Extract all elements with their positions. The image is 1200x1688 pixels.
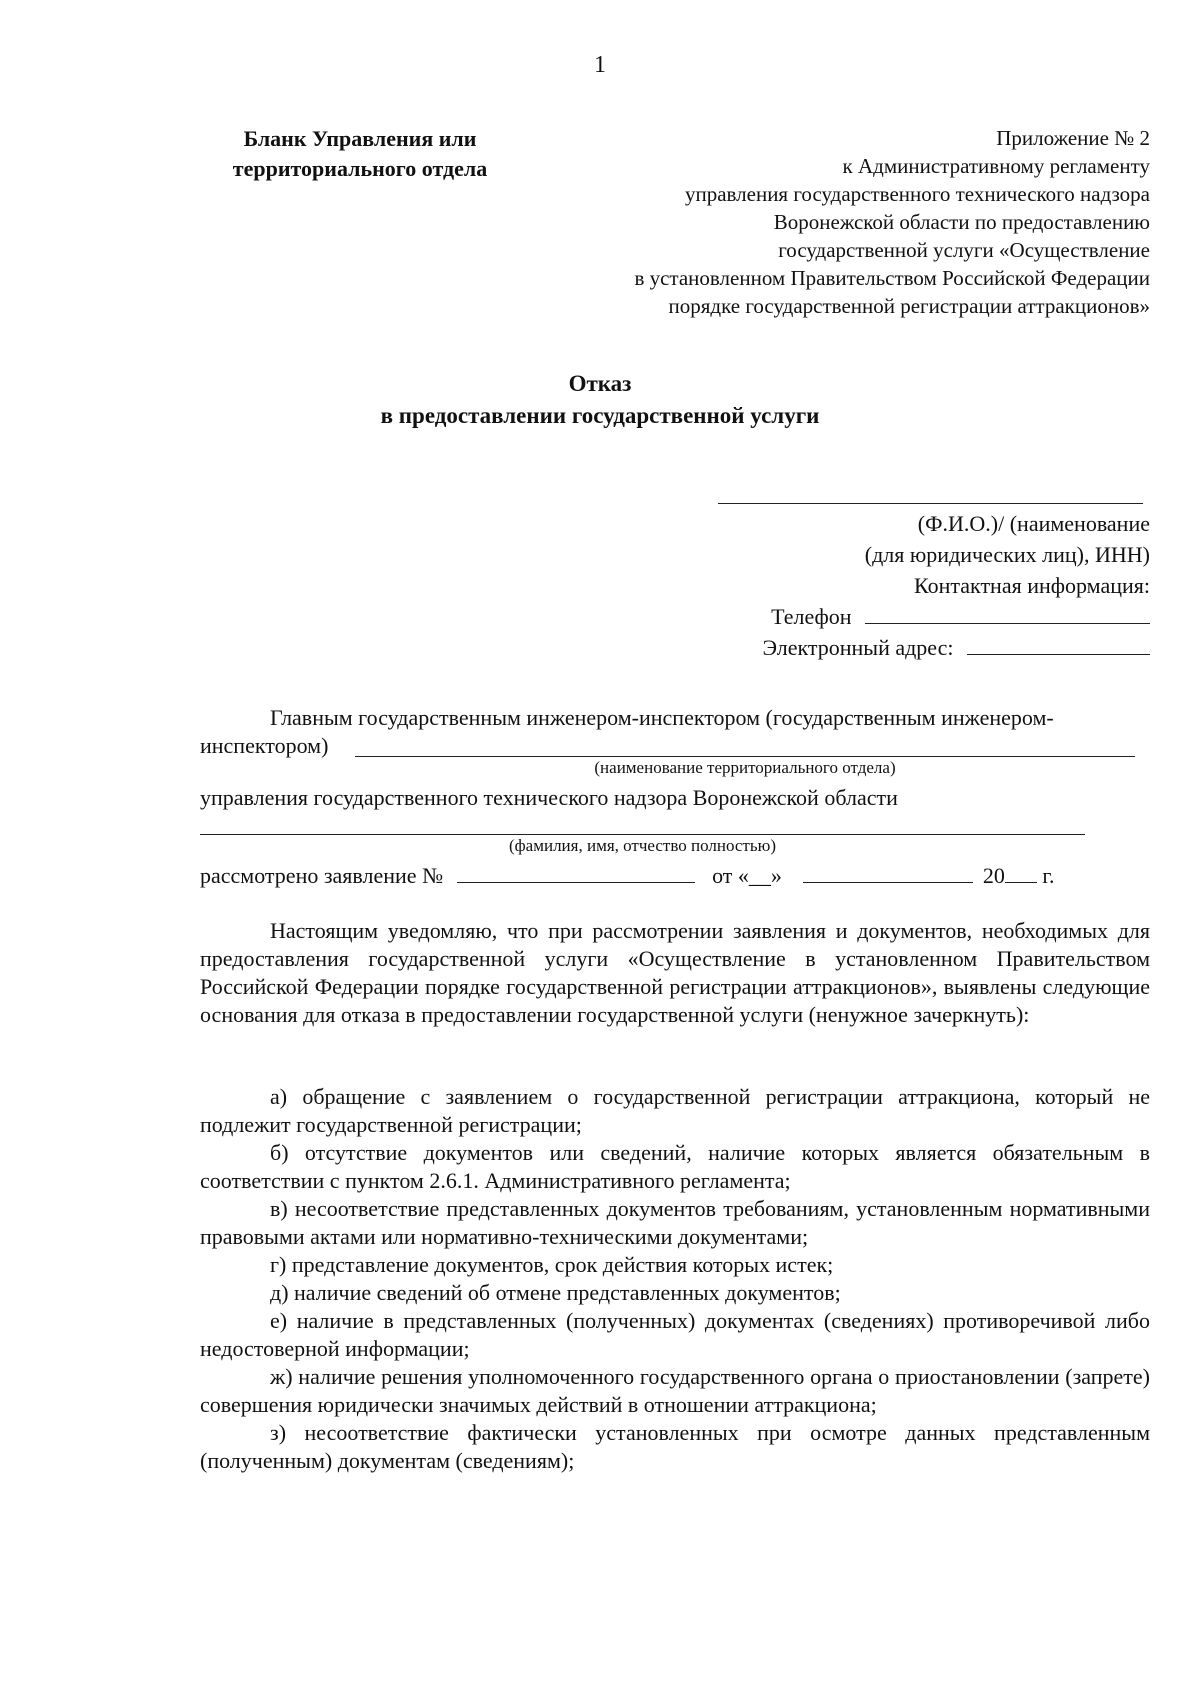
inspector-name-caption: (фамилия, имя, отчество полностью) — [509, 836, 776, 855]
email-field[interactable] — [967, 653, 1150, 655]
email-row — [630, 632, 1150, 663]
recipient-contact-label: Контактная информация: — [914, 573, 1150, 598]
year-suffix: г. — [1042, 863, 1055, 888]
recipient-name-field[interactable] — [718, 503, 1143, 504]
title-line-2: в предоставлении государственной услуги — [380, 403, 820, 428]
department-caption: (наименование территориального отдела) — [594, 758, 896, 777]
appendix-line: государственной услуги «Осуществление — [778, 238, 1150, 262]
date-label: от «__» — [712, 863, 782, 888]
year-field[interactable] — [1005, 881, 1037, 883]
department-field[interactable] — [355, 756, 1135, 757]
appendix-line: Приложение № 2 — [996, 126, 1150, 150]
document-title — [0, 368, 1200, 432]
email-label: Электронный адрес: — [762, 635, 954, 660]
date-month-field[interactable] — [803, 881, 973, 883]
recipient-block — [630, 508, 1150, 663]
recipient-fio-caption: (Ф.И.О.)/ (наименование — [917, 511, 1150, 536]
list-item: ж) наличие решения уполномоченного государственного органа о приостановлении (запрете) совершения юридически значимых действий в отношении аттракциона; — [200, 1364, 1150, 1417]
year-prefix: 20 — [982, 863, 1005, 888]
list-item: б) отсутствие документов или сведений, наличие которых является обязательным в соответствии с пунктом 2.6.1. Административного регламента; — [200, 1140, 1150, 1193]
letterhead-placeholder — [210, 124, 510, 184]
appendix-line: в установленном Правительством Российской Федерации — [634, 266, 1150, 290]
letterhead-line-1: Бланк Управления или — [243, 126, 477, 151]
intro-line-1: Главным государственным инженером-инспектором (государственным инженером- — [270, 705, 1054, 730]
list-item: г) представление документов, срок действия которых истек; — [270, 1252, 834, 1277]
recipient-legal-caption: (для юридических лиц), ИНН) — [864, 542, 1150, 567]
notice-paragraph: Настоящим уведомляю, что при рассмотрении заявления и документов, необходимых для предоставления государственной услуги «Осуществление в установленном Правительством Российской Федерации порядке государственной регистрации аттракционов», выявлены следующие основания для отказа в предоставлении государственной услуги (ненужное зачеркнуть): — [200, 918, 1150, 1027]
phone-label: Телефон — [771, 604, 852, 629]
phone-row — [630, 601, 1150, 632]
appendix-line: к Административному регламенту — [842, 154, 1150, 178]
inspector-name-field[interactable] — [200, 834, 1085, 835]
list-item: е) наличие в представленных (полученных) документах (сведениях) противоречивой либо недостоверной информации; — [200, 1308, 1150, 1361]
appendix-line: Воронежской области по предоставлению — [773, 210, 1150, 234]
appendix-note — [490, 124, 1150, 320]
application-number-field[interactable] — [457, 881, 695, 883]
list-item: в) несоответствие представленных документов требованиям, установленным нормативными правовыми актами или нормативно-техническими документами; — [200, 1196, 1150, 1249]
intro-line-3: управления государственного технического надзора Воронежской области — [200, 785, 898, 810]
application-row — [200, 862, 1150, 890]
list-item: а) обращение с заявлением о государственной регистрации аттракциона, который не подлежит государственной регистрации; — [200, 1084, 1150, 1137]
phone-field[interactable] — [865, 622, 1150, 624]
appendix-line: управления государственного технического надзора — [684, 182, 1150, 206]
application-label: рассмотрено заявление № — [200, 863, 444, 888]
grounds-list — [0, 1083, 1200, 1475]
letterhead-line-2: территориального отдела — [232, 156, 488, 181]
title-line-1: Отказ — [568, 371, 632, 396]
list-item: з) несоответствие фактически установленных при осмотре данных представленным (полученным) документам (сведениям); — [200, 1420, 1150, 1473]
appendix-line: порядке государственной регистрации аттракционов» — [668, 294, 1150, 318]
list-item: д) наличие сведений об отмене представленных документов; — [270, 1280, 841, 1305]
intro-line-2: инспектором) — [200, 733, 329, 758]
page-number: 1 — [594, 52, 606, 78]
